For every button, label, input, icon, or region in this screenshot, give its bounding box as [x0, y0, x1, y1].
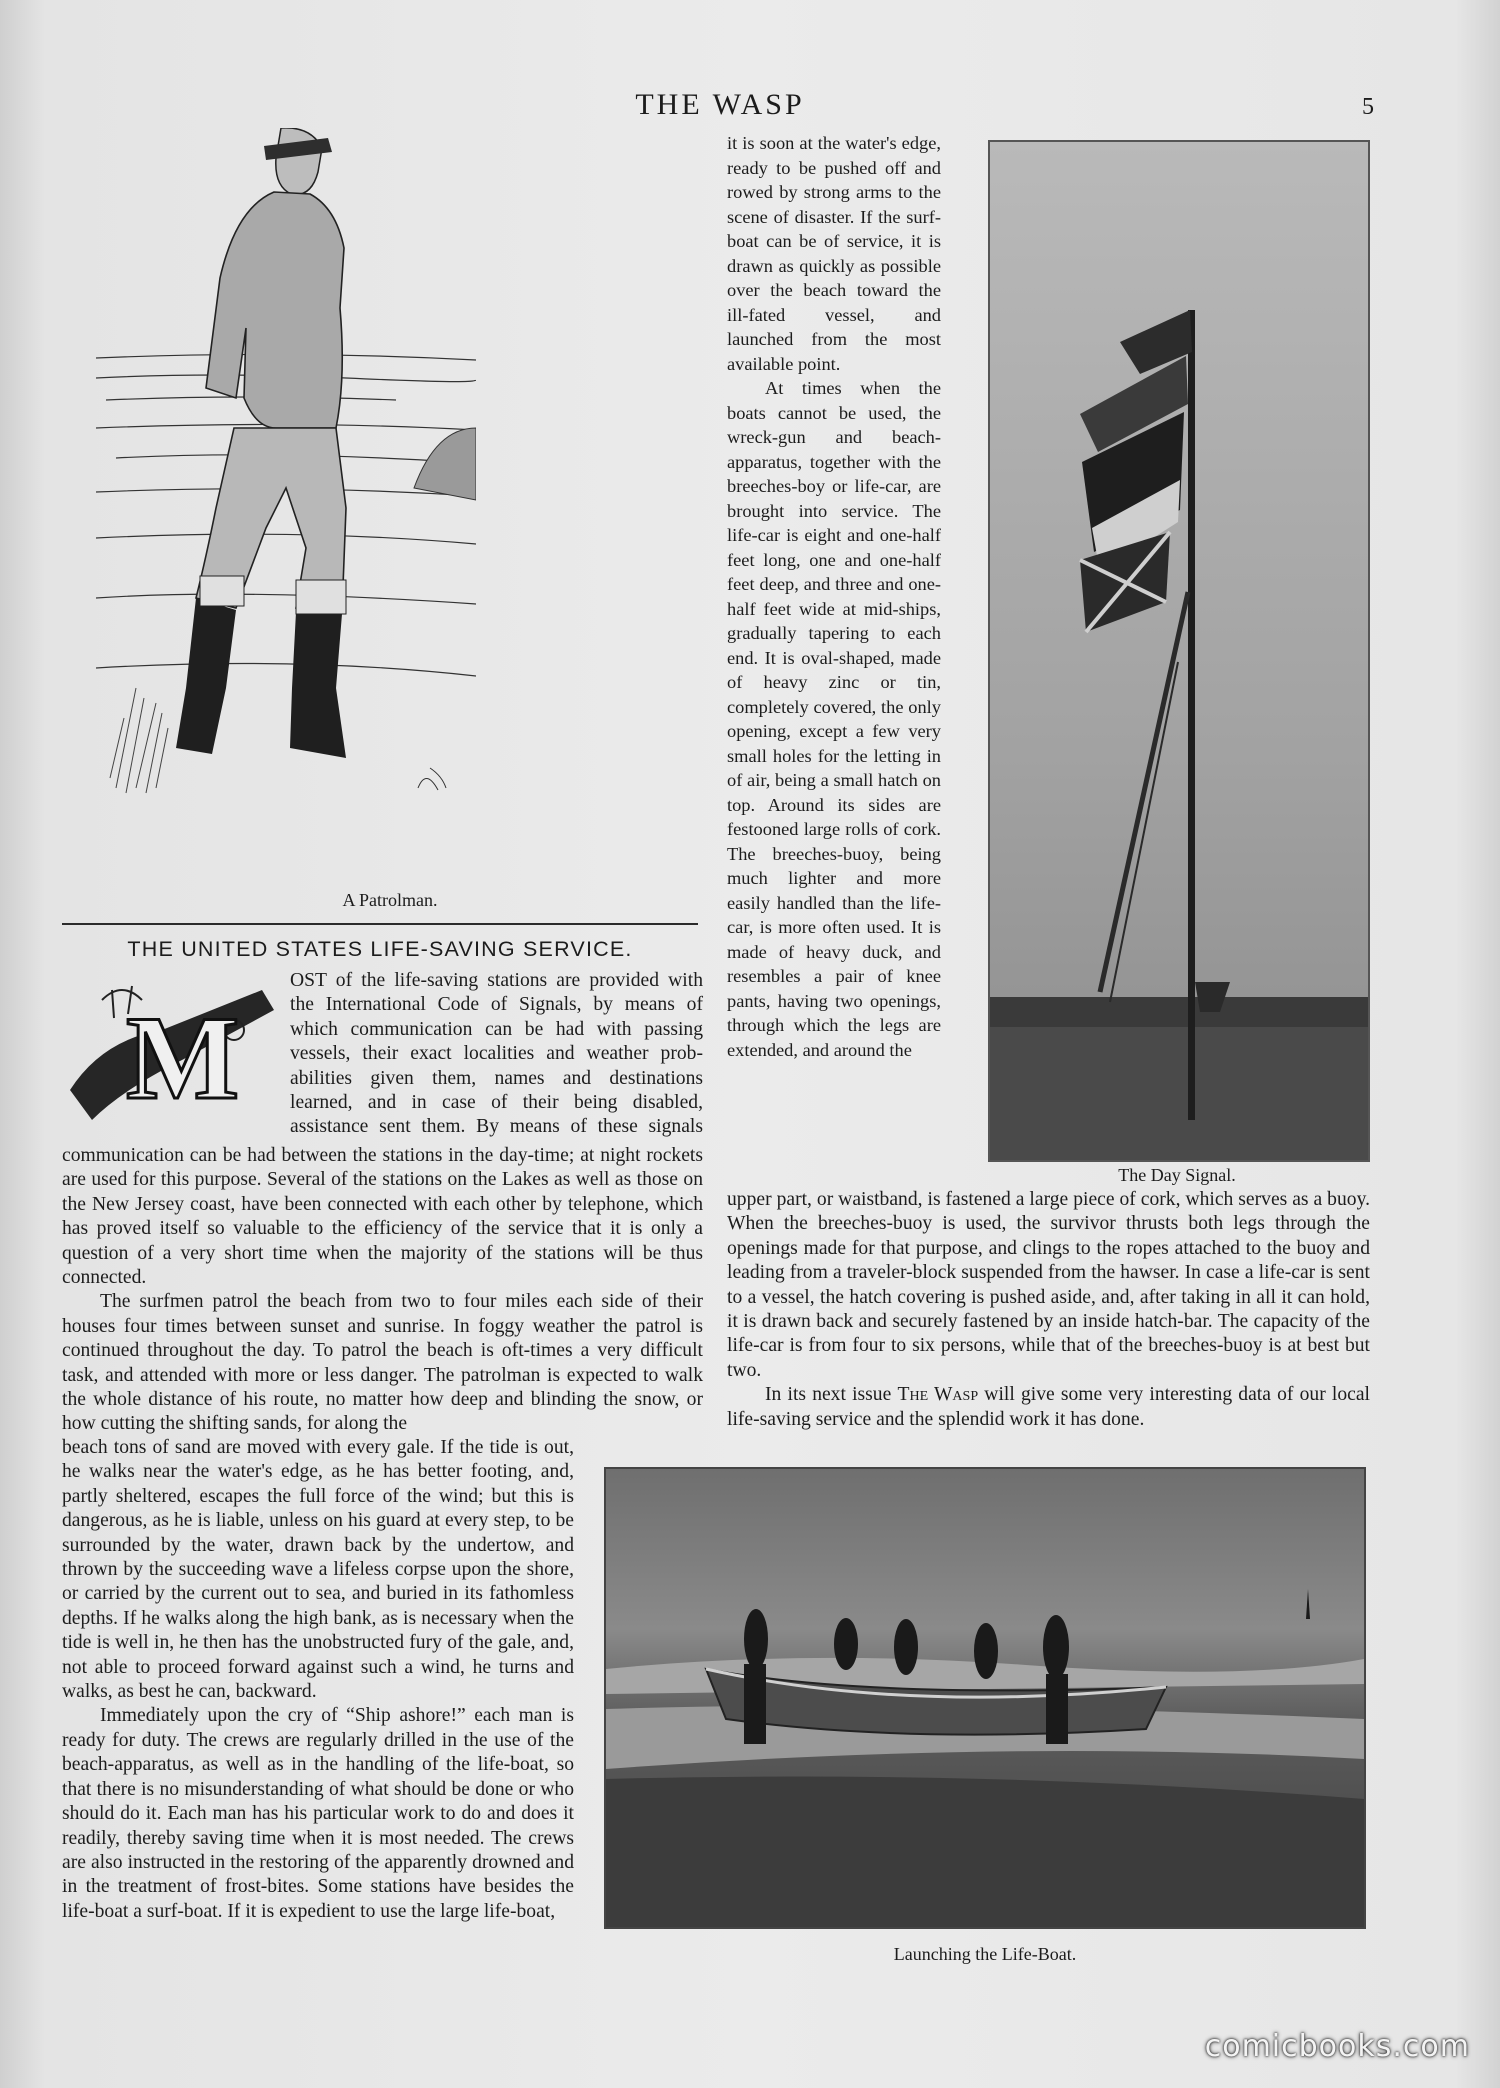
wide-right-text: [727, 1188, 1370, 1432]
drop-cap: [62, 970, 274, 1130]
day-signal-caption: The Day Signal.: [1118, 1165, 1236, 1185]
patrolman-illustration: [96, 128, 476, 878]
drop-cap-letter: M: [126, 991, 240, 1124]
column1-wide-text: [62, 1144, 703, 1437]
intro-text: [290, 969, 703, 1140]
section-rule: [62, 923, 698, 925]
watermark: comicbooks.com: [1204, 2029, 1470, 2064]
lifeboat-photo: [604, 1467, 1366, 1929]
intro-line: vessels, their exact localities and weather prob-: [290, 1043, 703, 1065]
intro-line: OST of the life-saving stations are provided with: [290, 970, 703, 991]
paragraph: [727, 1383, 1370, 1432]
intro-line: which communication can be had with passing: [290, 1018, 703, 1040]
paragraph: The surfmen patrol the beach from two to four miles each side of their houses four times between sunset and sunrise. In foggy weather the patrol is continued throughout the day. To patrol the beach is oft-times a very difficult task, and attended with more or less danger. The patrolman is expected to walk the whole distance of his route, no matter how deep and blinding the snow, or how cutting the shifting sands, for along the: [62, 1291, 703, 1435]
lifeboat-caption: Launching the Life-Boat.: [893, 1944, 1077, 1964]
column2-text: [727, 131, 941, 1062]
paragraph: beach tons of sand are moved with every gale. If the tide is out, he walks near the water's edge, as he has better footing, and, partly sheltered, escapes the full force of the wind; but this is dangerous, as he is liable, unless on his guard at every step, to be surrounded by the water, drawn back by the undertow, and thrown by the succeeding wave a lifeless corpse upon the shore, or carried by the current out to sea, and buried in its fathomless depths. If he walks along the high bank, as is necessary when the tide is well in, he then has the unobstructed fury of the gale, and, not able to proceed forward against such a wind, he turns and walks, as best he can, backward.: [62, 1437, 574, 1703]
patrolman-caption: A Patrolman.: [342, 890, 438, 910]
day-signal-photo: [988, 140, 1370, 1162]
paragraph: it is soon at the water's edge, ready to be pushed off and rowed by strong arms to the scene of disaster. If the surf-boat can be of service, it is drawn as quickly as possible over the beach toward the ill-fated vessel, and launched from the most available point.: [727, 133, 941, 374]
column1-narrow-text: [62, 1436, 574, 1924]
paragraph: upper part, or waistband, is fastened a large piece of cork, which serves as a buoy. When the breeches-buoy is used, the survivor thrusts both legs through the openings made for that purpose, and clings to the ropes attached to the buoy and leading from a traveler-block suspended from the hawser. In case a life-car is sent to a vessel, the hatch covering is pushed aside, and, after taking in all it can hold, it is drawn back and securely fastened by an inside hatch-bar. The capacity of the life-car is from four to six persons, while that of the breeches-buoy is at best but two.: [727, 1189, 1370, 1381]
paragraph: communication can be had between the stations in the day-time; at night rockets are used for this purpose. Several of the stations on the Lakes as well as those on the New Jersey coast, have been connected with each other by telephone, which has proved itself so valuable to the efficiency of the service that it is only a question of a very short time when the majority of the stations will be thus connected.: [62, 1145, 703, 1289]
paragraph: Immediately upon the cry of “Ship ashore!” each man is ready for duty. The crews are regularly drilled in the use of the beach-apparatus, as well as in the handling of the life-boat, so that there is no misunderstanding of what should be done or who should do it. Each man has his particular work to do and does it readily, thereby saving time when it is most needed. The crews are also instructed in the restoring of the apparently drowned and in the treatment of frost-bites. Some stations have besides the life-boat a surf-boat. If it is expedient to use the large life-boat,: [62, 1705, 574, 1922]
page-number: 5: [1362, 94, 1374, 120]
article-heading: THE UNITED STATES LIFE-SAVING SERVICE.: [127, 937, 633, 961]
paragraph-text: will give some very interesting data of our local life-saving service and the splendid work it has done.: [727, 1384, 1370, 1430]
paragraph: At times when the boats cannot be used, the wreck-gun and beach-apparatus, together with the breeches-boy or life-car, are brought into service. The life-car is eight and one-half feet long, one and one-half feet deep, and three and one-half feet wide at mid-ships, gradually tapering to each end. It is oval-shaped, made of heavy zinc or tin, completely covered, the only opening, except a few very small holes for the letting in of air, being a small hatch on top. Around its sides are festooned large rolls of cork. The breeches-buoy, being much lighter and more easily handled than the life-car, is more often used. It is made of heavy duck, and resembles a pair of knee pants, having two openings, through which the legs are extended, and around the: [727, 378, 941, 1060]
intro-line: assistance sent them. By means of these signals: [290, 1116, 703, 1138]
intro-line: learned, and in case of their being disabled,: [290, 1092, 703, 1114]
intro-line: the International Code of Signals, by means of: [290, 994, 703, 1016]
paragraph-text: In its next issue: [765, 1384, 898, 1406]
masthead-title: THE WASP: [635, 88, 805, 121]
intro-line: abilities given them, names and destinations: [290, 1067, 703, 1089]
publication-name: The Wasp: [897, 1384, 979, 1406]
